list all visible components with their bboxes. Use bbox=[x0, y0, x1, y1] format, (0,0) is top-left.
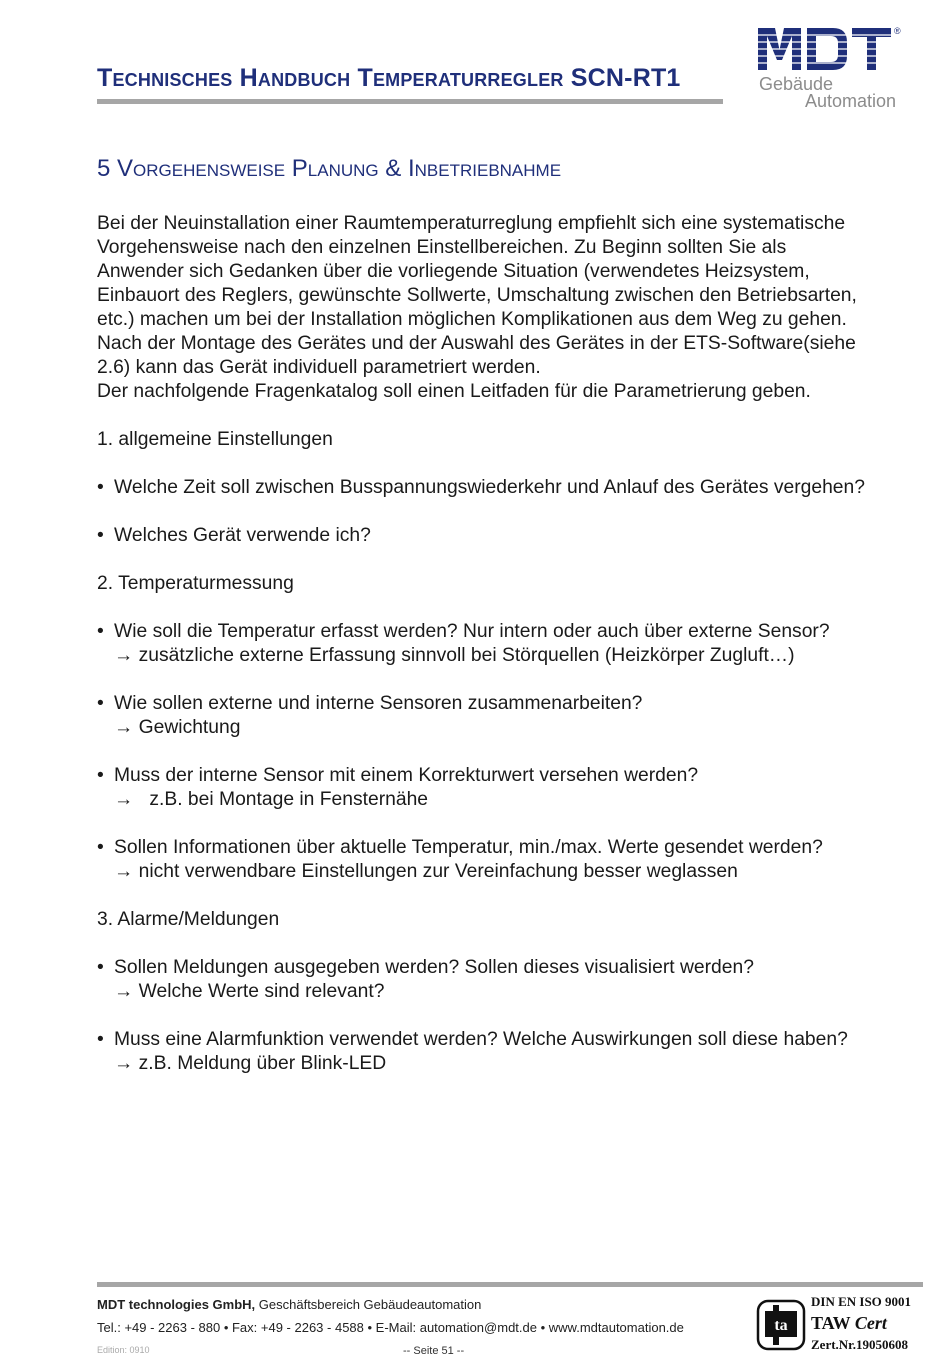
question-text: Sollen Meldungen ausgegeben werden? Sollen dieses visualisiert werden? bbox=[114, 957, 754, 978]
bullet: • bbox=[97, 693, 104, 714]
intro-line: Der nachfolgende Fragenkatalog soll einen Leitfaden für die Parametrierung geben. bbox=[97, 381, 811, 402]
list-item bbox=[97, 764, 698, 788]
list-item bbox=[97, 620, 830, 644]
taw-cert-seal-icon bbox=[756, 1299, 806, 1351]
intro-line: Einbauort des Reglers, gewünschte Sollwerte, Umschaltung zwischen den Betriebsarten, bbox=[97, 285, 857, 306]
answer-text: → z.B. bei Montage in Fensternähe bbox=[114, 789, 429, 810]
question-text: Wie soll die Temperatur erfasst werden? Nur intern oder auch über externe Sensor? bbox=[114, 621, 830, 642]
registered-mark: ® bbox=[894, 26, 901, 36]
seal-lettering: ta bbox=[774, 1317, 788, 1334]
header-rule bbox=[97, 99, 723, 104]
cert-body bbox=[811, 1313, 887, 1334]
intro-line: Nach der Montage des Gerätes und der Auswahl des Gerätes in der ETS-Software(siehe bbox=[97, 333, 856, 354]
answer-text: → nicht verwendbare Einstellungen zur Vereinfachung besser weglassen bbox=[114, 861, 738, 882]
answer-text: → Gewichtung bbox=[114, 717, 241, 738]
intro-line: Bei der Neuinstallation einer Raumtemperaturreglung empfiehlt sich eine systematische bbox=[97, 213, 846, 234]
question-text: Muss der interne Sensor mit einem Korrekturwert versehen werden? bbox=[114, 765, 699, 786]
cert-standard: DIN EN ISO 9001 bbox=[811, 1294, 912, 1309]
document-title bbox=[97, 64, 681, 93]
list-item bbox=[97, 956, 754, 980]
bullet: • bbox=[97, 765, 104, 786]
page-number: -- Seite 51 -- bbox=[403, 1345, 465, 1357]
footer-contact: Tel.: +49 - 2263 - 880 • Fax: +49 - 2263 - 4588 • E-Mail: automation@mdt.de • www.mdtautomation.de bbox=[97, 1320, 684, 1335]
mdt-logo-letters bbox=[757, 26, 892, 72]
title-word-3: Temperaturregler bbox=[357, 64, 564, 92]
logo-text-automation: Automation bbox=[805, 91, 897, 111]
bullet: • bbox=[97, 957, 104, 978]
cert-body-b: Cert bbox=[854, 1313, 887, 1333]
subsection-title: 2. Temperaturmessung bbox=[97, 573, 294, 594]
footer-edition: Edition: 0910 bbox=[97, 1345, 150, 1355]
answer-text: → Welche Werte sind relevant? bbox=[114, 981, 385, 1002]
certification-block bbox=[756, 1293, 921, 1355]
intro-line: 2.6) kann das Gerät individuell parametriert werden. bbox=[97, 357, 541, 378]
cert-body-a: TAW bbox=[811, 1313, 855, 1333]
section-heading: 5 Vorgehensweise Planung & Inbetriebnahme bbox=[97, 155, 562, 182]
bullet: • bbox=[97, 525, 104, 546]
intro-line: etc.) machen um bei der Installation möglichen Komplikationen aus dem Weg zu gehen. bbox=[97, 309, 847, 330]
footer-rule bbox=[97, 1282, 923, 1287]
bullet: • bbox=[97, 837, 104, 858]
subsection-title: 1. allgemeine Einstellungen bbox=[97, 429, 333, 450]
list-item bbox=[97, 476, 865, 500]
title-model: SCN-RT1 bbox=[570, 64, 681, 92]
company-name: MDT technologies GmbH, bbox=[97, 1297, 256, 1312]
question-text: Muss eine Alarmfunktion verwendet werden? Welche Auswirkungen soll diese haben? bbox=[114, 1029, 848, 1050]
list-item bbox=[97, 1028, 848, 1052]
question-text: Welches Gerät verwende ich? bbox=[114, 525, 371, 546]
bullet: • bbox=[97, 621, 104, 642]
logo-text-gebaeude: Gebäude bbox=[759, 74, 834, 94]
question-text: Welche Zeit soll zwischen Busspannungswiederkehr und Anlauf des Gerätes vergehen? bbox=[114, 477, 865, 498]
title-word-2: Handbuch bbox=[239, 64, 351, 92]
intro-line: Vorgehensweise nach den einzelnen Einstellbereichen. Zu Beginn sollten Sie als bbox=[97, 237, 787, 258]
question-text: Wie sollen externe und interne Sensoren zusammenarbeiten? bbox=[114, 693, 643, 714]
cert-number: Zert.Nr.19050608 bbox=[811, 1337, 909, 1352]
list-item bbox=[97, 524, 371, 548]
title-word-1: Technisches bbox=[97, 64, 233, 92]
list-item bbox=[97, 692, 642, 716]
bullet: • bbox=[97, 1029, 104, 1050]
footer-company bbox=[97, 1297, 481, 1312]
subsection-title: 3. Alarme/Meldungen bbox=[97, 909, 280, 930]
list-item bbox=[97, 836, 823, 860]
bullet: • bbox=[97, 477, 104, 498]
question-text: Sollen Informationen über aktuelle Temperatur, min./max. Werte gesendet werden? bbox=[114, 837, 823, 858]
answer-text: → zusätzliche externe Erfassung sinnvoll bei Störquellen (Heizkörper Zugluft…) bbox=[114, 645, 795, 666]
mdt-logo bbox=[757, 26, 907, 110]
intro-line: Anwender sich Gedanken über die vorliegende Situation (verwendetes Heizsystem, bbox=[97, 261, 810, 282]
company-division: Geschäftsbereich Gebäudeautomation bbox=[255, 1297, 482, 1312]
answer-text: → z.B. Meldung über Blink-LED bbox=[114, 1053, 387, 1074]
